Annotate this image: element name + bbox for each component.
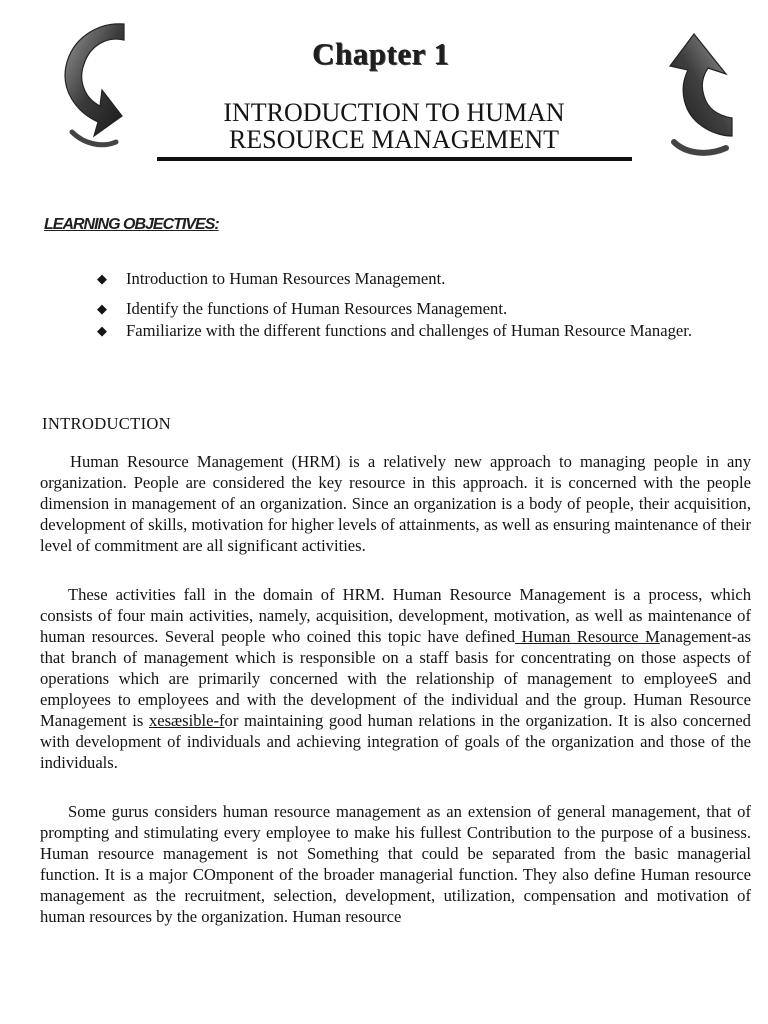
paragraph-text: These activities fall in the domain of HRM. Human Resource Management is a process, which consists of four main activities, namely, acquisition, development, motivation, as well as maintenance of human resources. Several people who coined this topic have defined <box>40 585 751 646</box>
diamond-bullet-icon: ◆ <box>97 271 107 286</box>
chapter-label: Chapter 1 <box>312 36 450 71</box>
objective-text: Identify the functions of Human Resources Management. <box>126 299 508 318</box>
paragraph: Some gurus considers human resource management as an extension of general management, that of prompting and stimulating every employee to make his fullest Contribution to the purpose of a business. Human resource management is not Something that could be separated from the basic managerial function. It is a major COmponent of the broader managerial function. They also define Human resource management as the recruitment, selection, development, utilization, compensation and motivation of human resources by the organization. Human resource <box>40 802 751 926</box>
title-line-2: RESOURCE MANAGEMENT <box>228 125 560 154</box>
list-item <box>97 268 757 289</box>
objective-text: Introduction to Human Resources Management. <box>126 269 446 288</box>
paragraph-text: anagement-as that branch of management which is responsible on a staff basis for concentrating on those aspects of operations which are primarily concerned with the relationship of management to employeeS and employees to employees and with the development of the individual and the group. Human Resource Management is <box>40 627 751 730</box>
list-item <box>97 320 757 341</box>
underlined-term: xesæsible-f <box>148 711 225 730</box>
curved-arrow-icon <box>664 30 736 160</box>
list-item <box>97 298 757 319</box>
paragraph: Human Resource Management (HRM) is a relatively new approach to managing people in any organization. People are considered the key resource in this approach. it is concerned with the people dimension in management of an organization. Since an organization is a body of people, their acquisition, development of skills, motivation for higher levels of attainments, as well as ensuring maintenance of their level of commitment are all significant activities. <box>40 452 751 555</box>
title-underline <box>157 157 632 161</box>
diamond-bullet-icon: ◆ <box>97 301 107 316</box>
curved-arrow-icon <box>58 20 130 152</box>
learning-objectives-heading: LEARNING OBJECTIVES: <box>44 216 219 233</box>
paragraph <box>40 584 751 773</box>
introduction-heading: INTRODUCTION <box>42 414 171 433</box>
objective-text: Familiarize with the different functions and challenges of Human Resource Manager. <box>126 321 693 340</box>
page-title <box>156 99 632 153</box>
objectives-list <box>97 268 757 341</box>
paragraph-text: or maintaining good human relations in the organization. It is also concerned with development of individuals and achieving integration of goals of the organization and those of the individuals. <box>40 711 751 772</box>
underlined-term: Human Resource M <box>515 627 660 646</box>
diamond-bullet-icon: ◆ <box>97 323 107 338</box>
title-line-1: INTRODUCTION TO HUMAN <box>223 98 565 127</box>
